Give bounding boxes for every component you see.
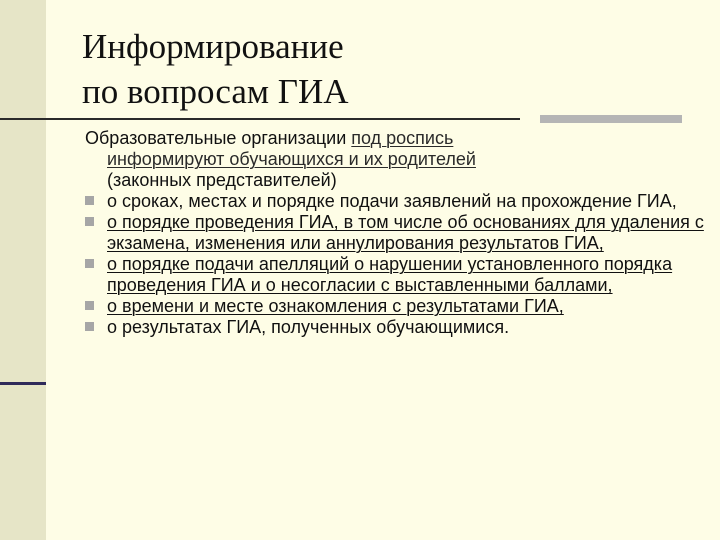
bullet-square-icon <box>85 259 94 268</box>
list-item <box>85 212 705 254</box>
slide-title-line-2: по вопросам ГИА <box>82 72 349 111</box>
list-item-text: о порядке проведения ГИА, в том числе об основаниях для удаления с экзамена, изменения или аннулирования результатов ГИА, <box>107 212 704 253</box>
intro-paragraph <box>85 128 705 191</box>
bullet-list <box>85 191 705 338</box>
intro-continuation <box>85 149 705 191</box>
list-item-text: о времени и месте ознакомления с результатами ГИА, <box>107 296 564 316</box>
list-item <box>85 191 705 212</box>
intro-text-end: (законных представителей) <box>107 170 337 190</box>
title-accent-bar <box>540 115 682 123</box>
list-item-text: о порядке подачи апелляций о нарушении установленного порядка проведения ГИА и о несогласии с выставленными баллами, <box>107 254 673 295</box>
list-item <box>85 254 705 296</box>
list-item-text: о результатах ГИА, полученных обучающимися. <box>107 317 510 337</box>
bullet-square-icon <box>85 196 94 205</box>
bullet-square-icon <box>85 301 94 310</box>
title-underline <box>0 118 520 120</box>
bullet-square-icon <box>85 217 94 226</box>
intro-text-start: Образовательные организации <box>85 128 352 148</box>
list-item <box>85 317 705 338</box>
intro-highlight-inform: информируют обучающихся и их родителей <box>107 149 476 169</box>
left-decor-band <box>0 0 46 540</box>
slide-title-line-1: Информирование <box>82 27 344 66</box>
slide-body <box>85 128 705 338</box>
bullet-square-icon <box>85 322 94 331</box>
left-decor-rule <box>0 382 46 385</box>
list-item-text: о сроках, местах и порядке подачи заявлений на прохождение ГИА, <box>107 191 677 211</box>
slide-title <box>82 24 349 114</box>
list-item <box>85 296 705 317</box>
intro-highlight-signature: под роспись <box>351 128 454 148</box>
